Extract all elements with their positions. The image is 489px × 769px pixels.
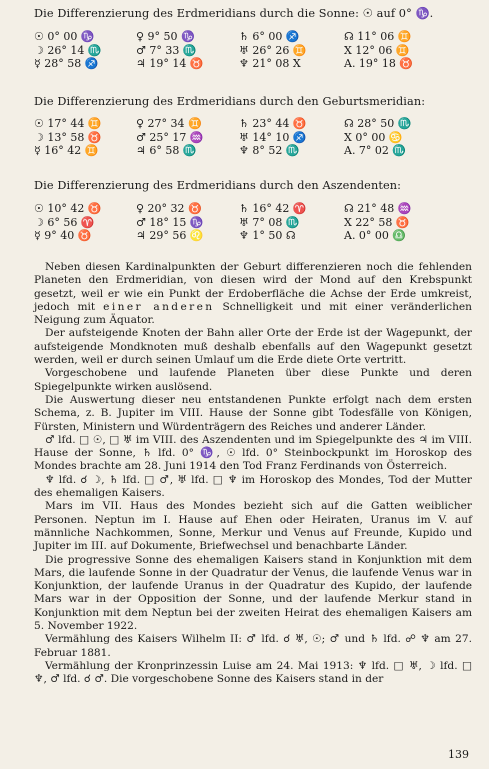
position-cell: ☉ 17° 44 ♊ xyxy=(34,117,102,130)
position-cell: ☊ 21° 48 ♒ xyxy=(344,202,412,215)
page-number: 139 xyxy=(448,748,469,761)
position-cell: ♂ 18° 15 ♑ xyxy=(136,215,204,229)
paragraph xyxy=(34,261,472,327)
paragraph: Vermählung des Kaisers Wilhelm II: ♂ lfd. ☌ ♅, ☉; ♂ und ♄ lfd. ☍ ♆ am 27. Februar 1881. xyxy=(34,633,472,659)
table-row xyxy=(34,144,479,158)
position-cell: ♀ 27° 34 ♊ xyxy=(136,117,202,130)
position-cell: ☿ 28° 58 ♐ xyxy=(34,57,99,70)
table-row xyxy=(34,202,479,216)
section-heading-birth-meridian: Die Differenzierung des Erdmeridians durch den Geburtsmeridian: xyxy=(34,95,426,108)
body-text xyxy=(34,261,472,687)
position-cell: ♂ 7° 33 ♏ xyxy=(136,43,197,57)
position-cell: ♆ 21° 08 X xyxy=(239,57,301,70)
paragraph: Die progressive Sonne des ehemaligen Kaisers stand in Konjunktion mit dem Mars, die laufende Sonne in der Quadratur der Venus, die laufende Venus war in Konjunktion, der laufende Uranus in der Quadratur des Kupido, der laufende Mars war in der Opposition der Sonne, und der laufende Merkur stand in Konjunktion mit dem Neptun bei der zweiten Heirat des ehemaligen Kaisers am 5. November 1922. xyxy=(34,553,472,633)
position-cell: ♀ 9° 50 ♑ xyxy=(136,30,195,43)
paragraph: Die Auswertung dieser neu entstandenen Punkte erfolgt nach dem ersten Schema, z. B. Jupiter im VIII. Hause der Sonne gibt Todesfälle von Königen, Fürsten, Ministern und Würdenträgern des Reiches und anderer Länder. xyxy=(34,393,472,433)
text-span: Neben diesen Kardinalpunkten der Geburt differenzieren noch die fehlenden Planeten den Erdmeridian, von diesen wird der Mond auf den Krebspunkt gesetzt, weil er wie ein Punkt der Erdoberfläche die Achse der Erde umkreist, jedoch mit xyxy=(34,261,472,313)
position-cell: A. 19° 18 ♉ xyxy=(344,57,414,70)
section-heading-ascendant: Die Differenzierung des Erdmeridians durch den Aszendenten: xyxy=(34,179,402,192)
position-cell: ♀ 20° 32 ♉ xyxy=(136,202,202,215)
table-row xyxy=(34,131,479,145)
paragraph: ♆ lfd. ☌ ☽, ♄ lfd. □ ♂, ♅ lfd. □ ♆ im Horoskop des Mondes, Tod der Mutter des ehemaligen Kaisers. xyxy=(34,473,472,500)
position-cell: ♄ 23° 44 ♉ xyxy=(239,117,307,130)
paragraph: Vermählung der Kronprinzessin Luise am 24. Mai 1913: ♆ lfd. □ ♅, ☽ lfd. □ ♆, ♂ lfd. ☌ ♂. Die vorgeschobene Sonne des Kaisers stand in der xyxy=(34,659,472,686)
position-cell: ♃ 6° 58 ♏ xyxy=(136,144,197,157)
position-cell: ☽ 6° 56 ♈ xyxy=(34,215,95,229)
position-cell: X 0° 00 ♋ xyxy=(344,130,403,144)
paragraph: Vorgeschobene und laufende Planeten über diese Punkte und deren Spiegelpunkte wirken auslösend. xyxy=(34,367,472,393)
table-row xyxy=(34,57,479,71)
position-cell: ♅ 7° 08 ♏ xyxy=(239,215,300,229)
text-span: Schnelligkeit und mit einer veränderlichen Neigung zum Äquator. xyxy=(34,300,472,327)
paragraph: Der aufsteigende Knoten der Bahn aller Orte der Erde ist der Wagepunkt, der aufsteigende Mondknoten muß deshalb ebenfalls auf den Wagepunkt gesetzt werden, weil er durch seinen Umlauf um die Erde diete Orte vertritt. xyxy=(34,327,472,367)
position-cell: ☿ 16° 42 ♊ xyxy=(34,144,99,157)
position-cell: ♅ 14° 10 ♐ xyxy=(239,130,307,144)
position-cell: ☊ 28° 50 ♏ xyxy=(344,117,412,130)
position-cell: ♆ 1° 50 ☊ xyxy=(239,229,296,242)
paragraph: Mars im VII. Haus des Mondes bezieht sich auf die Gatten weiblicher Personen. Neptun im I. Hause auf Ehen oder Heiraten, Uranus im V. auf männliche Nachkommen, Sonne, Merkur und Venus auf Freunde, Kupido und Jupiter im III. auf Dokumente, Briefwechsel und benachbarte Länder. xyxy=(34,500,472,553)
table-row xyxy=(34,117,479,131)
position-cell: ☽ 13° 58 ♉ xyxy=(34,130,102,144)
position-cell: ♄ 16° 42 ♈ xyxy=(239,202,307,215)
position-cell: ☽ 26° 14 ♏ xyxy=(34,43,102,57)
position-cell: ☉ 0° 00 ♑ xyxy=(34,30,95,43)
emphasized-text: einer anderen xyxy=(103,300,215,313)
paragraph: ♂ lfd. □ ☉, □ ♅ im VIII. des Aszendenten und im Spiegelpunkte des ♃ im VIII. Hause der Sonne, ♄ lfd. 0° ♑, ☉ lfd. 0° Steinbockpunkt im Horoskop des Mondes brachte am 28. Juni 1914 den Tod Franz Ferdinands von Österreich. xyxy=(34,433,472,473)
table-row xyxy=(34,216,479,230)
position-table-birth-meridian xyxy=(34,117,479,158)
position-cell: ♃ 29° 56 ♌ xyxy=(136,229,204,242)
position-cell: ♆ 8° 52 ♏ xyxy=(239,144,300,157)
position-table-sun xyxy=(34,30,479,71)
position-table-ascendant xyxy=(34,202,479,243)
position-cell: ☉ 10° 42 ♉ xyxy=(34,202,102,215)
position-cell: ♅ 26° 26 ♊ xyxy=(239,43,307,57)
position-cell: ☿ 9° 40 ♉ xyxy=(34,229,92,242)
position-cell: ☊ 11° 06 ♊ xyxy=(344,30,412,43)
position-cell: ♂ 25° 17 ♒ xyxy=(136,130,204,144)
position-cell: A. 7° 02 ♏ xyxy=(344,144,407,157)
position-cell: A. 0° 00 ♎ xyxy=(344,229,407,242)
position-cell: X 22° 58 ♉ xyxy=(344,215,410,229)
position-cell: ♄ 6° 00 ♐ xyxy=(239,30,300,43)
table-row xyxy=(34,44,479,58)
section-heading-sun: Die Differenzierung des Erdmeridians durch die Sonne: ☉ auf 0° ♑. xyxy=(34,7,434,20)
table-row xyxy=(34,30,479,44)
position-cell: ♃ 19° 14 ♉ xyxy=(136,57,204,70)
table-row xyxy=(34,229,479,243)
position-cell: X 12° 06 ♊ xyxy=(344,43,410,57)
